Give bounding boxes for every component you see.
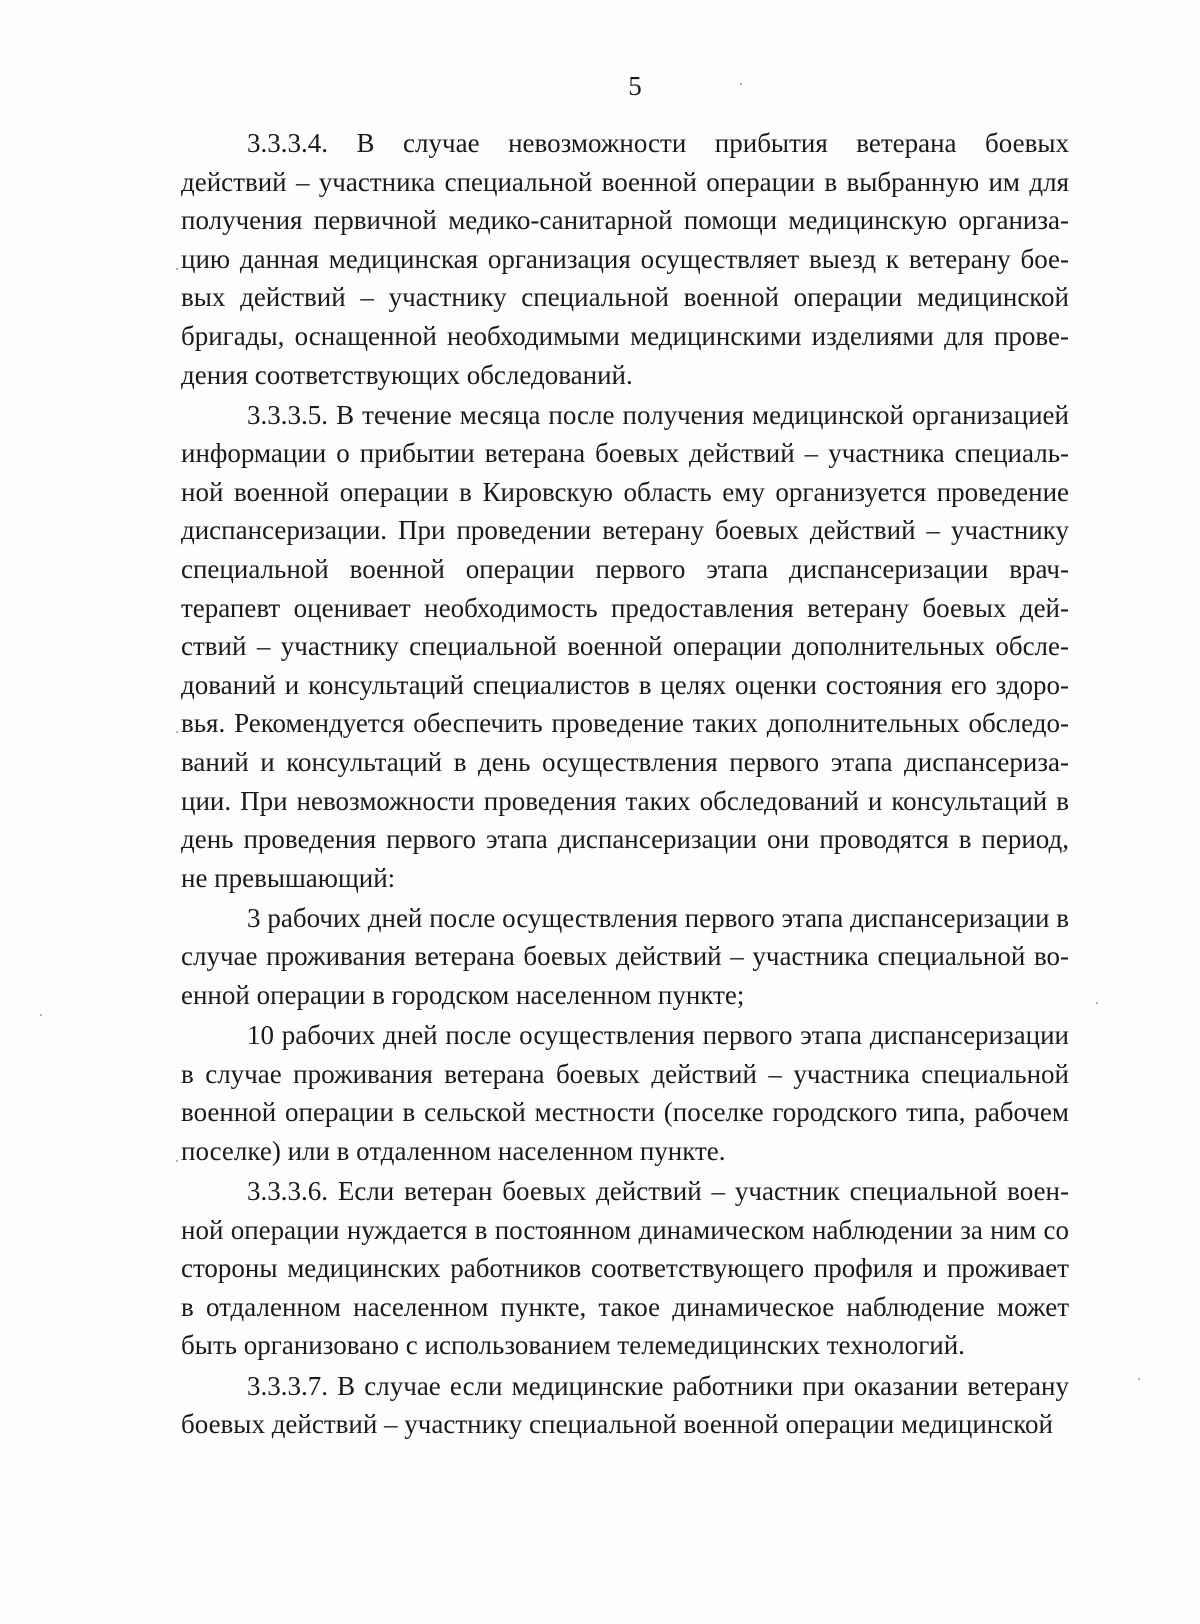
- scan-speck: [740, 83, 742, 85]
- text-line: действий – участника специальной военной операции в выбранную им для: [181, 166, 1069, 197]
- text-line: вых действий – участнику специальной военной операции медицинской: [181, 282, 1069, 313]
- text-line: 10 рабочих дней после осуществления первого этапа диспансеризации: [247, 1020, 1069, 1051]
- body-text: [181, 124, 1069, 1444]
- scan-speck: [176, 268, 178, 270]
- paragraph: [181, 1016, 1069, 1170]
- scan-speck: [1138, 1378, 1140, 1380]
- text-line: 3.3.3.6. Если ветеран боевых действий – участник специальной воен-: [247, 1176, 1069, 1207]
- text-line: 3.3.3.4. В случае невозможности прибытия ветерана боевых: [247, 128, 1069, 158]
- text-line: специальной военной операции первого этапа диспансеризации врач-: [181, 554, 1069, 585]
- text-line: в случае проживания ветерана боевых действий – участника специальной: [181, 1058, 1069, 1089]
- text-line: вья. Рекомендуется обеспечить проведение таких дополнительных обследо-: [181, 708, 1069, 739]
- text-line: военной операции в сельской местности (поселке городского типа, рабочем: [181, 1097, 1069, 1128]
- text-line: ции. При невозможности проведения таких обследований и консультаций в: [181, 785, 1069, 816]
- scan-speck: [1096, 1002, 1098, 1004]
- scan-speck: [40, 1014, 42, 1016]
- paragraph: [181, 899, 1069, 1015]
- text-line: день проведения первого этапа диспансеризации они проводятся в период,: [181, 824, 1069, 855]
- text-line: дения соответствующих обследований.: [181, 359, 633, 390]
- paragraph: [181, 1172, 1069, 1365]
- text-line: поселке) или в отдаленном населенном пункте.: [181, 1135, 726, 1166]
- page-number: 5: [628, 71, 642, 101]
- text-line: терапевт оценивает необходимость предоставления ветерану боевых дей-: [181, 592, 1069, 623]
- text-line: енной операции в городском населенном пункте;: [181, 980, 745, 1011]
- paragraph: [181, 396, 1069, 898]
- text-line: ствий – участнику специальной военной операции дополнительных обсле-: [181, 631, 1069, 662]
- paragraph: [181, 124, 1069, 394]
- text-line: случае проживания ветерана боевых действий – участника специальной во-: [181, 941, 1069, 972]
- text-line: боевых действий – участнику специальной военной операции медицинской: [181, 1409, 1053, 1440]
- text-line: в отдаленном населенном пункте, такое динамическое наблюдение может: [181, 1291, 1069, 1322]
- text-line: стороны медицинских работников соответствующего профиля и проживает: [181, 1253, 1069, 1284]
- text-line: цию данная медицинская организация осуществляет выезд к ветерану бое-: [181, 243, 1069, 274]
- text-line: получения первичной медико-санитарной помощи медицинскую организа-: [181, 205, 1069, 236]
- text-line: 3.3.3.5. В течение месяца после получения медицинской организацией: [247, 399, 1069, 430]
- text-line: ной военной операции в Кировскую область ему организуется проведение: [181, 476, 1069, 507]
- scan-speck: [176, 731, 178, 733]
- text-line: 3.3.3.7. В случае если медицинские работники при оказании ветерану: [247, 1370, 1069, 1401]
- text-line: бригады, оснащенной необходимыми медицинскими изделиями для прове-: [181, 320, 1069, 351]
- text-line: ваний и консультаций в день осуществления первого этапа диспансериза-: [181, 747, 1069, 777]
- paragraph: [181, 1367, 1069, 1444]
- scan-speck: [176, 1160, 178, 1162]
- text-line: быть организовано с использованием телемедицинских технологий.: [181, 1330, 965, 1361]
- text-line: 3 рабочих дней после осуществления первого этапа диспансеризации в: [247, 902, 1069, 933]
- text-line: не превышающий:: [181, 862, 396, 893]
- text-line: диспансеризации. При проведении ветерану боевых действий – участнику: [181, 515, 1069, 546]
- text-line: дований и консультаций специалистов в целях оценки состояния его здоро-: [181, 669, 1069, 700]
- text-line: информации о прибытии ветерана боевых действий – участника специаль-: [181, 438, 1069, 469]
- text-line: ной операции нуждается в постоянном динамическом наблюдении за ним со: [181, 1214, 1069, 1245]
